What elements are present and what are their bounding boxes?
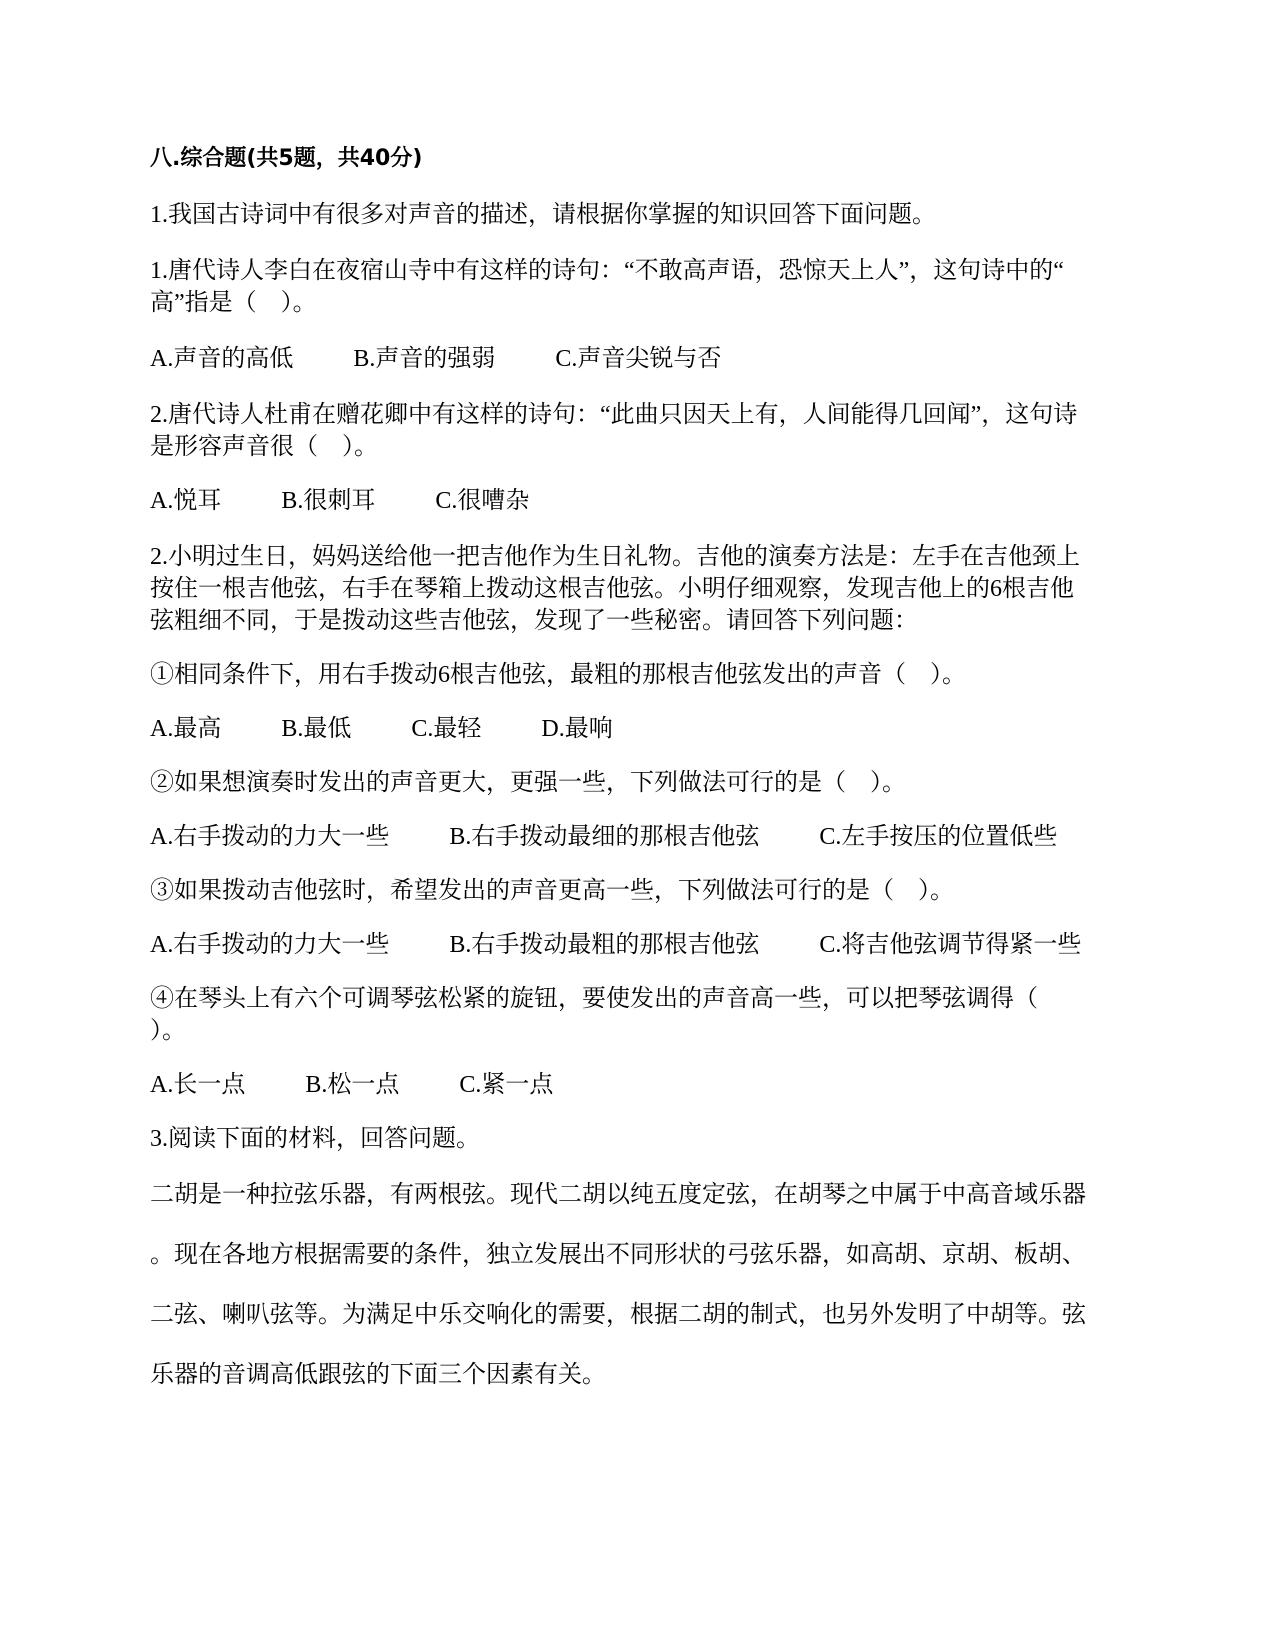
question-2-4-stem-line-2: ）。: [150, 1018, 186, 1044]
question-1-2-stem-line-1: 2.唐代诗人杜甫在赠花卿中有这样的诗句：“此曲只因天上有，人间能得几回闻”，这句诗: [150, 402, 1078, 428]
question-2-3-options: [150, 930, 1081, 960]
option-c: C.将吉他弦调节得紧一些: [819, 932, 1082, 958]
option-b: B.右手拨动最细的那根吉他弦: [449, 824, 760, 850]
option-a: A.长一点: [150, 1072, 246, 1098]
option-a: A.声音的高低: [150, 346, 294, 372]
section-title: 八.综合题(共5题，共40分): [150, 146, 423, 171]
question-1-1-options: [150, 344, 721, 374]
question-2-3-stem: ③如果拨动吉他弦时，希望发出的声音更高一些，下列做法可行的是（ ）。: [150, 878, 954, 904]
question-2-4-options: [150, 1070, 553, 1100]
passage-line-1: 二胡是一种拉弦乐器，有两根弦。现代二胡以纯五度定弦，在胡琴之中属于中高音域乐器: [150, 1182, 1086, 1208]
option-c: C.很嘈杂: [435, 488, 530, 514]
option-a: A.右手拨动的力大一些: [150, 824, 390, 850]
question-1-1-stem-line-1: 1.唐代诗人李白在夜宿山寺中有这样的诗句：“不敢高声语，恐惊天上人”，这句诗中的“: [150, 258, 1064, 284]
question-1-1-stem-line-2: 高”指是（ ）。: [150, 290, 317, 316]
question-2-1-options: [150, 714, 613, 744]
question-2-stem-line-2: 按住一根吉他弦，右手在琴箱上拨动这根吉他弦。小明仔细观察，发现吉他上的6根吉他: [150, 576, 1074, 602]
option-c: C.声音尖锐与否: [555, 346, 722, 372]
question-2-stem-line-3: 弦粗细不同，于是拨动这些吉他弦，发现了一些秘密。请回答下列问题：: [150, 608, 918, 634]
option-b: B.松一点: [305, 1072, 400, 1098]
question-2-stem-line-1: 2.小明过生日，妈妈送给他一把吉他作为生日礼物。吉他的演奏方法是：左手在吉他颈上: [150, 544, 1080, 570]
option-c: C.紧一点: [459, 1072, 554, 1098]
question-2-2-options: [150, 822, 1057, 852]
question-3-intro: 3.阅读下面的材料，回答问题。: [150, 1126, 480, 1152]
option-a: A.最高: [150, 716, 222, 742]
passage-line-3: 二弦、喇叭弦等。为满足中乐交响化的需要，根据二胡的制式，也另外发明了中胡等。弦: [150, 1302, 1086, 1328]
question-2-1-stem: ①相同条件下，用右手拨动6根吉他弦，最粗的那根吉他弦发出的声音（ ）。: [150, 662, 966, 688]
option-c: C.左手按压的位置低些: [819, 824, 1058, 850]
passage-line-2: 。现在各地方根据需要的条件，独立发展出不同形状的弓弦乐器，如高胡、京胡、板胡、: [150, 1242, 1086, 1268]
option-b: B.右手拨动最粗的那根吉他弦: [449, 932, 760, 958]
question-2-4-stem-line-1: ④在琴头上有六个可调琴弦松紧的旋钮，要使发出的声音高一些，可以把琴弦调得（: [150, 986, 1038, 1012]
question-1-2-stem-line-2: 是形容声音很（ ）。: [150, 434, 378, 460]
option-b: B.很刺耳: [281, 488, 376, 514]
option-b: B.声音的强弱: [353, 346, 496, 372]
option-a: A.右手拨动的力大一些: [150, 932, 390, 958]
question-1-2-options: [150, 486, 529, 516]
option-b: B.最低: [281, 716, 352, 742]
question-2-2-stem: ②如果想演奏时发出的声音更大，更强一些，下列做法可行的是（ ）。: [150, 770, 906, 796]
option-d: D.最响: [541, 716, 613, 742]
passage-line-4: 乐器的音调高低跟弦的下面三个因素有关。: [150, 1362, 606, 1388]
option-c: C.最轻: [411, 716, 482, 742]
option-a: A.悦耳: [150, 488, 222, 514]
question-1-intro: 1.我国古诗词中有很多对声音的描述，请根据你掌握的知识回答下面问题。: [150, 202, 936, 228]
